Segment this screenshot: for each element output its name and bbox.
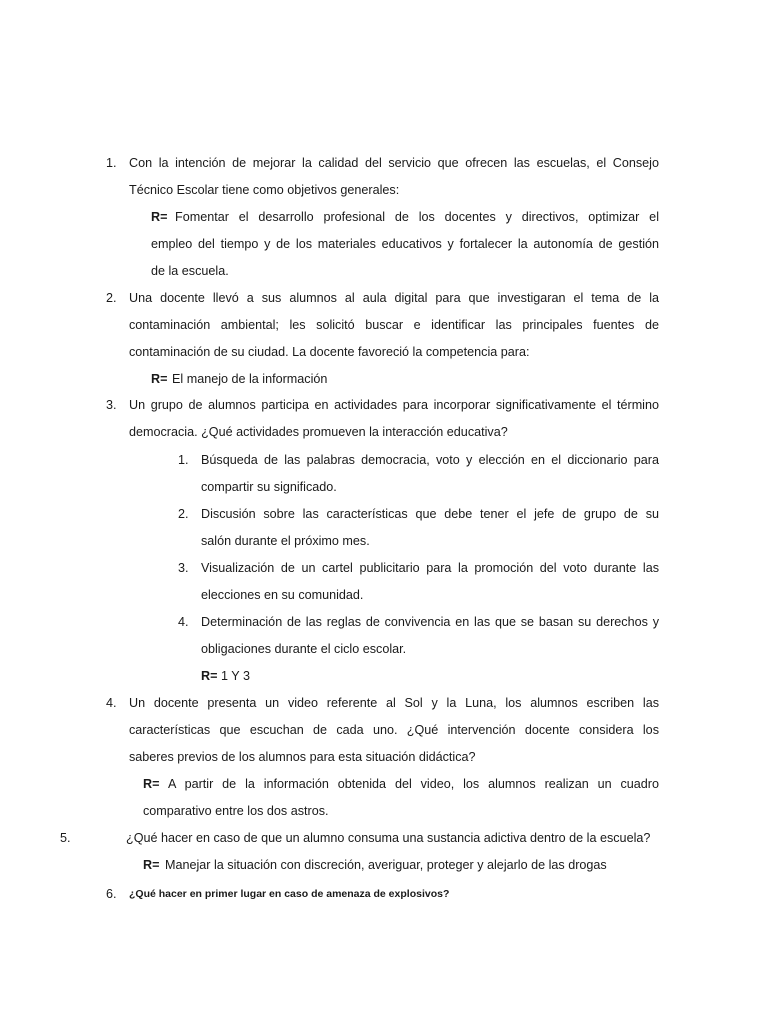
answer-text-line: El manejo de la información <box>172 372 328 386</box>
answer-text-line: 1 Y 3 <box>221 669 250 683</box>
question-number: 2. <box>106 291 117 305</box>
question-number: 5. <box>60 831 71 845</box>
answer-label: R= <box>201 669 218 683</box>
option-text-line: Búsqueda de las palabras democracia, voto y elección en el diccionario para <box>201 453 659 467</box>
answer-text-line: Manejar la situación con discreción, averiguar, proteger y alejarlo de las drogas <box>165 858 607 872</box>
answer-text-line: empleo del tiempo y de los materiales educativos y fortalecer la autonomía de gestión <box>151 237 659 251</box>
question-text-line: contaminación ambiental; les solicitó buscar e identificar las principales fuentes de <box>129 318 659 332</box>
answer-label: R= <box>143 858 160 872</box>
answer-label: R= <box>151 210 168 224</box>
question-text-line: saberes previos de los alumnos para esta situación didáctica? <box>129 750 476 764</box>
question-text-line: contaminación de su ciudad. La docente favoreció la competencia para: <box>129 345 530 359</box>
option-text-line: salón durante el próximo mes. <box>201 534 370 548</box>
question-text-line: Una docente llevó a sus alumnos al aula digital para que investigaran el tema de la <box>129 291 659 305</box>
option-number: 3. <box>178 561 189 575</box>
option-number: 4. <box>178 615 189 629</box>
option-text-line: elecciones en su comunidad. <box>201 588 364 602</box>
option-text-line: Discusión sobre las características que debe tener el jefe de grupo de su <box>201 507 659 521</box>
question-text-line: ¿Qué hacer en caso de que un alumno consuma una sustancia adictiva dentro de la escuela? <box>126 831 651 845</box>
option-text-line: compartir su significado. <box>201 480 337 494</box>
question-number: 4. <box>106 696 117 710</box>
answer-text-line: A partir de la información obtenida del video, los alumnos realizan un cuadro <box>168 777 659 791</box>
answer-text-line: comparativo entre los dos astros. <box>143 804 329 818</box>
answer-label: R= <box>143 777 160 791</box>
question-text-line: Un grupo de alumnos participa en actividades para incorporar significativamente el término <box>129 398 659 412</box>
answer-label: R= <box>151 372 168 386</box>
option-number: 1. <box>178 453 189 467</box>
option-text-line: obligaciones durante el ciclo escolar. <box>201 642 407 656</box>
question-number: 6. <box>106 887 117 901</box>
option-number: 2. <box>178 507 189 521</box>
question-text-line: Un docente presenta un video referente al Sol y la Luna, los alumnos escriben las <box>129 696 659 710</box>
question-number: 1. <box>106 156 117 170</box>
question-text-line: características que escuchan de cada uno. ¿Qué intervención docente considera los <box>129 723 659 737</box>
question-text-line: Técnico Escolar tiene como objetivos generales: <box>129 183 400 197</box>
question-text-line: democracia. ¿Qué actividades promueven la interacción educativa? <box>129 425 508 439</box>
question-text-line: ¿Qué hacer en primer lugar en caso de amenaza de explosivos? <box>129 888 450 900</box>
answer-text-line: Fomentar el desarrollo profesional de los docentes y directivos, optimizar el <box>175 210 659 224</box>
option-text-line: Visualización de un cartel publicitario para la promoción del voto durante las <box>201 561 659 575</box>
option-text-line: Determinación de las reglas de convivencia en las que se basan su derechos y <box>201 615 659 629</box>
question-number: 3. <box>106 398 117 412</box>
answer-text-line: de la escuela. <box>151 264 229 278</box>
question-text-line: Con la intención de mejorar la calidad del servicio que ofrecen las escuelas, el Consejo <box>129 156 659 170</box>
